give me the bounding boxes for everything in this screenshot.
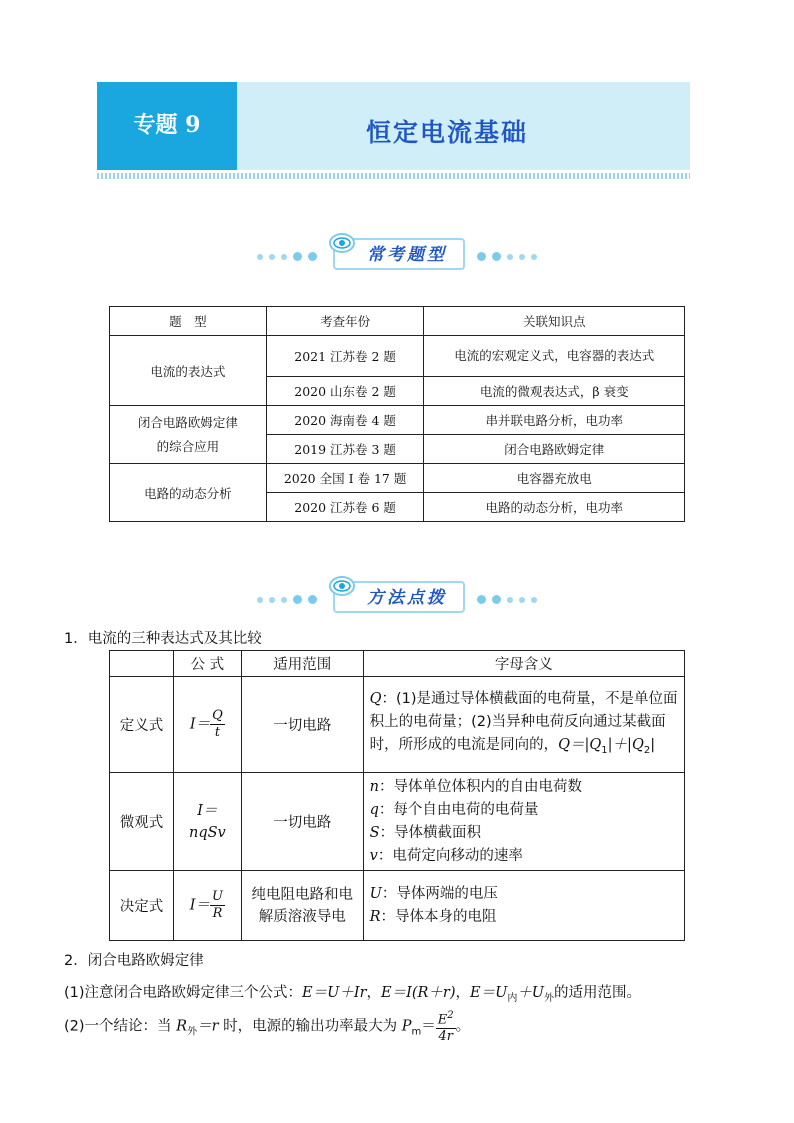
table-row: [110, 464, 685, 493]
paragraph-conclusion: (2)一个结论：当 $R_外=r$ 时，电源的输出功率最大为 $P_m=$ $\frac{E^2}{4r}$ 。: [64, 1010, 471, 1045]
eye-icon: [329, 575, 355, 597]
table-row: [110, 677, 685, 773]
year-cell: 2020 江苏卷 6 题: [266, 493, 424, 522]
item2-heading: 2．闭合电路欧姆定律: [64, 953, 204, 969]
year-cell: 2021 江苏卷 2 题: [266, 336, 424, 377]
type-cell: 电流的表达式: [110, 336, 267, 406]
decor-dots-left: [257, 595, 317, 604]
meaning-cell: U：导体两端的电压 R：导体本身的电阻: [363, 871, 684, 941]
type-line: 闭合电路欧姆定律: [137, 414, 238, 430]
fraction: $\frac{U}{R}$: [212, 889, 223, 921]
knowledge-cell: 闭合电路欧姆定律: [424, 435, 685, 464]
table-row: [110, 406, 685, 435]
formula-cell: I＝ $\frac{Q}{t}$: [173, 677, 241, 773]
decor-dots-left: [257, 252, 317, 261]
scope-cell: 一切电路: [241, 677, 363, 773]
table-header-row: [110, 307, 685, 336]
knowledge-cell: 电容器充放电: [424, 464, 685, 493]
type-cell: [110, 406, 267, 464]
topic-number: 专题 9: [133, 112, 201, 138]
decor-dots-right: [477, 252, 537, 261]
table-row: [110, 336, 685, 377]
header-cell: 关联知识点: [424, 307, 685, 336]
section-tag-methods: [257, 575, 537, 615]
type-cell: 电路的动态分析: [110, 464, 267, 522]
header-divider: [97, 173, 690, 179]
table-row: [110, 773, 685, 871]
year-cell: 2020 山东卷 2 题: [266, 377, 424, 406]
knowledge-cell: 串并联电路分析，电功率: [424, 406, 685, 435]
section-label: 方法点拨: [367, 588, 447, 608]
knowledge-cell: 电流的宏观定义式，电容器的表达式: [424, 336, 685, 377]
page-title: 恒定电流基础: [365, 118, 528, 147]
formula-cell: I＝ nqSv: [173, 773, 241, 871]
fraction: $\frac{E^2}{4r}$: [437, 1010, 454, 1045]
year-cell: 2020 全国 I 卷 17 题: [266, 464, 424, 493]
scope-cell: 纯电阻电路和电解质溶液导电: [241, 871, 363, 941]
section-tag-common-questions: [257, 232, 537, 272]
header-cell: 题 型: [110, 307, 267, 336]
knowledge-cell: 电流的微观表达式，β 衰变: [424, 377, 685, 406]
exam-topics-table: [109, 306, 685, 522]
header-cell: 适用范围: [241, 651, 363, 677]
scope-cell: 一切电路: [241, 773, 363, 871]
header-cell: 字母含义: [363, 651, 684, 677]
fraction: $\frac{Q}{t}$: [212, 708, 223, 740]
table-row: [110, 871, 685, 941]
row-name: 定义式: [110, 677, 174, 773]
type-line: 的综合应用: [156, 438, 220, 454]
table-header-row: [110, 651, 685, 677]
section-label: 常考题型: [367, 245, 447, 265]
current-expressions-table: [109, 650, 685, 941]
header-cell: 考查年份: [266, 307, 424, 336]
item1-heading: 1．电流的三种表达式及其比较: [64, 631, 262, 647]
knowledge-cell: 电路的动态分析，电功率: [424, 493, 685, 522]
meaning-cell: n：导体单位体积内的自由电荷数 q：每个自由电荷的电荷量 S：导体横截面积 v：电荷定向移动的速率: [363, 773, 684, 871]
meaning-cell: Q：(1)是通过导体横截面的电荷量，不是单位面积上的电荷量；(2)当异种电荷反向通过某截面时，所形成的电流是同向的，$Q=|Q_1|+|Q_2|$: [363, 677, 684, 773]
decor-dots-right: [477, 595, 537, 604]
eye-icon: [329, 232, 355, 254]
formula-cell: I＝ $\frac{U}{R}$: [173, 871, 241, 941]
paragraph-formulas: (1)注意闭合电路欧姆定律三个公式：E＝U＋Ir，E＝I(R＋r)，$E=U_内+U_外$的适用范围。: [64, 985, 642, 1004]
row-name: 决定式: [110, 871, 174, 941]
header-cell: 公 式: [173, 651, 241, 677]
row-name: 微观式: [110, 773, 174, 871]
year-cell: 2020 海南卷 4 题: [266, 406, 424, 435]
year-cell: 2019 江苏卷 3 题: [266, 435, 424, 464]
